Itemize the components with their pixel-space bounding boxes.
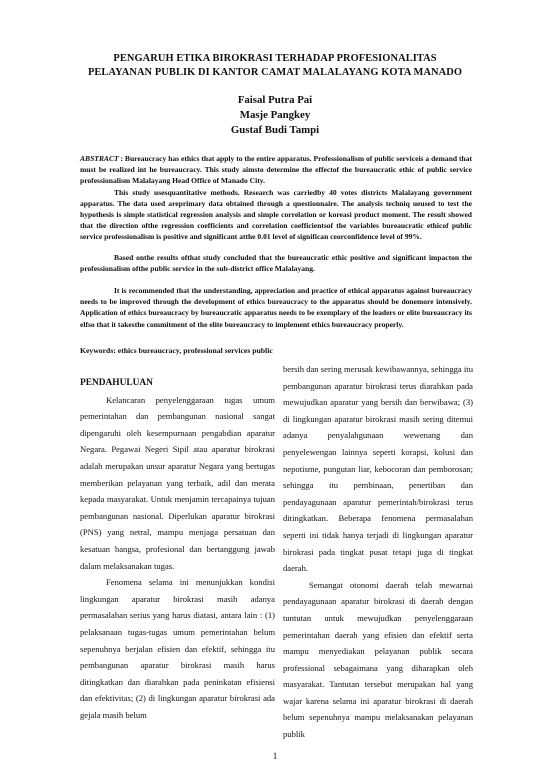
abstract-paragraph-3: Based onthe results ofthat study concluded that the bureaucratic ethic positive and significant impacton the professionalism ofthe public service in the sub-district office Malalayang.	[80, 252, 472, 273]
title-line-1: PENGARUH ETIKA BIROKRASI TERHADAP PROFESIONALITAS	[113, 53, 437, 64]
author-3: Gustaf Budi Tampi	[230, 124, 320, 136]
abstract-label: ABSTRACT	[80, 154, 119, 163]
page-number: 1	[272, 751, 278, 761]
abstract	[80, 153, 472, 330]
keywords: Keywords: ethics bureaucracy, professional services public	[80, 346, 273, 355]
body-paragraph-2: Fenomena selama ini menunjukkan kondisi lingkungan aparatur birokrasi masih adanya permasalahan serius yang harus diatasi, antara lain : (1) pelaksanaan tugas-tugas umum pemerintahan belum sepenuhnya berjalan efisien dan efektif, sehingga itu pembangunan aparatur birokrasi masih harus ditingkatkan dan diarahkan pada peninkatan efisiensi dan efektivitas; (2) di lingkungan aparatur birokrasi ada gejala masih belum	[80, 577, 275, 720]
abstract-paragraph-4: It is recommended that the understanding, appreciation and practice of ethical apparatus against bureaucracy needs to be improved through the development of ethics bureaucracy to the apparatus should be donemore intensively. Application of ethics bureaucracy by bureaucratic apparatus needs to be exemplary of the leaders or elite bureaucracy its elfso that it takesthe commitment of the elite bureaucracy to implement ethics bureaucracy properly.	[80, 286, 472, 329]
body-paragraph-3: bersih dan sering merusak kewibawannya, sehingga itu pembangunan aparatur birokrasi terus diarahkan pada mewujudkan aparatur yang bersih dan berwibawa; (3) di lingkungan aparatur birokrasi masih sering ditemui adanya penyalahgunaan wewenang dan penyelewengan lainnya seperti korapsi, kolusi dan nepotisme, pungutan liar, kebocoran dan pemborosan; sehingga itu pembinaan, penertiban dan pendayagunaan aparatur pemerintah/birokrasi terus ditingkatkan. Beberapa fenomena permasalahan seperti ini tidak hanya terjadi di lingkungan aparatur birokrasi pada tingkat pusat tetapi juga di tingkat daerah.	[283, 364, 473, 574]
author-2: Masje Pangkey	[239, 109, 311, 121]
abstract-paragraph-1	[80, 153, 472, 187]
section-heading: PENDAHULUAN	[80, 378, 153, 388]
abstract-paragraph-2: This study usesquantitative methods. Research was carriedby 40 votes districts Malalayang government apparatus. The data used areprimary data obtained through a questionnaire. The analysis techniq ueused to test the hypothesis is simple statistical regression analysis and simple correlation or koreasi product moment. The result showed that the direction ofthe regression coefficients and correlation coefficientsof the variables bureaucratic ethicof public service professionalism is positive and significant atthe 0.01 level of significan ceorconfidence level of 99%.	[80, 187, 472, 242]
author-list	[0, 93, 550, 138]
title-line-2: PELAYANAN PUBLIK DI KANTOR CAMAT MALALAYANG KOTA MANADO	[87, 67, 463, 78]
body-paragraph-4: Semangat otonomi daerah telah mewarnai pendayagunaan aparatur birokrasi di daerah dengan tuntutan untuk mewujudkan penyelenggaraan pemerintahan daerah yang efisien dan efektif serta mampu menyediakan pelayanan publik secara professional sebagaimana yang diharapkan oleh masyarakat. Tantutan tersebut merupakan hal yang wajar karena selama ini aparatur birokrasi di daerah belum sepenuhnya mampu melaksanakan pelayanan publik	[283, 579, 473, 740]
body-paragraph-1: Kelancaran penyelenggaraan tugas umum pemerintahan dan pembangunan nasional sangat dipengaruhi oleh kesempurnaan pengabdian aparatur Negara. Pegawai Negeri Sipil atau aparatur birokrasi adalah merupakan unsur aparatur Negara yang bertugas memberikan pelayanan yang terbaik, adil dan merata kepada masyarakat. Untuk menjamin tercapainya tujuan pembangunan nasional. Diperlukan aparatur birokrasi (PNS) yang netral, mampu menjaga persatuan dan kesatuan bangsa, profesional dan bertanggung jawab dalam melaksanakan tugas.	[80, 394, 275, 571]
abstract-text-1: : Bureaucracy has ethics that apply to the entire apparatus. Professionalism of public serviceis a demand that must be realized int he bureaucracy. This study aimsto determine the effectof the bureaucratic ethic of public service professionalism Malalayang Head Office of Manado City.	[80, 154, 472, 186]
paper-title	[0, 52, 550, 80]
author-1: Faisal Putra Pai	[237, 94, 313, 106]
left-column	[80, 375, 275, 723]
right-column	[283, 361, 473, 743]
